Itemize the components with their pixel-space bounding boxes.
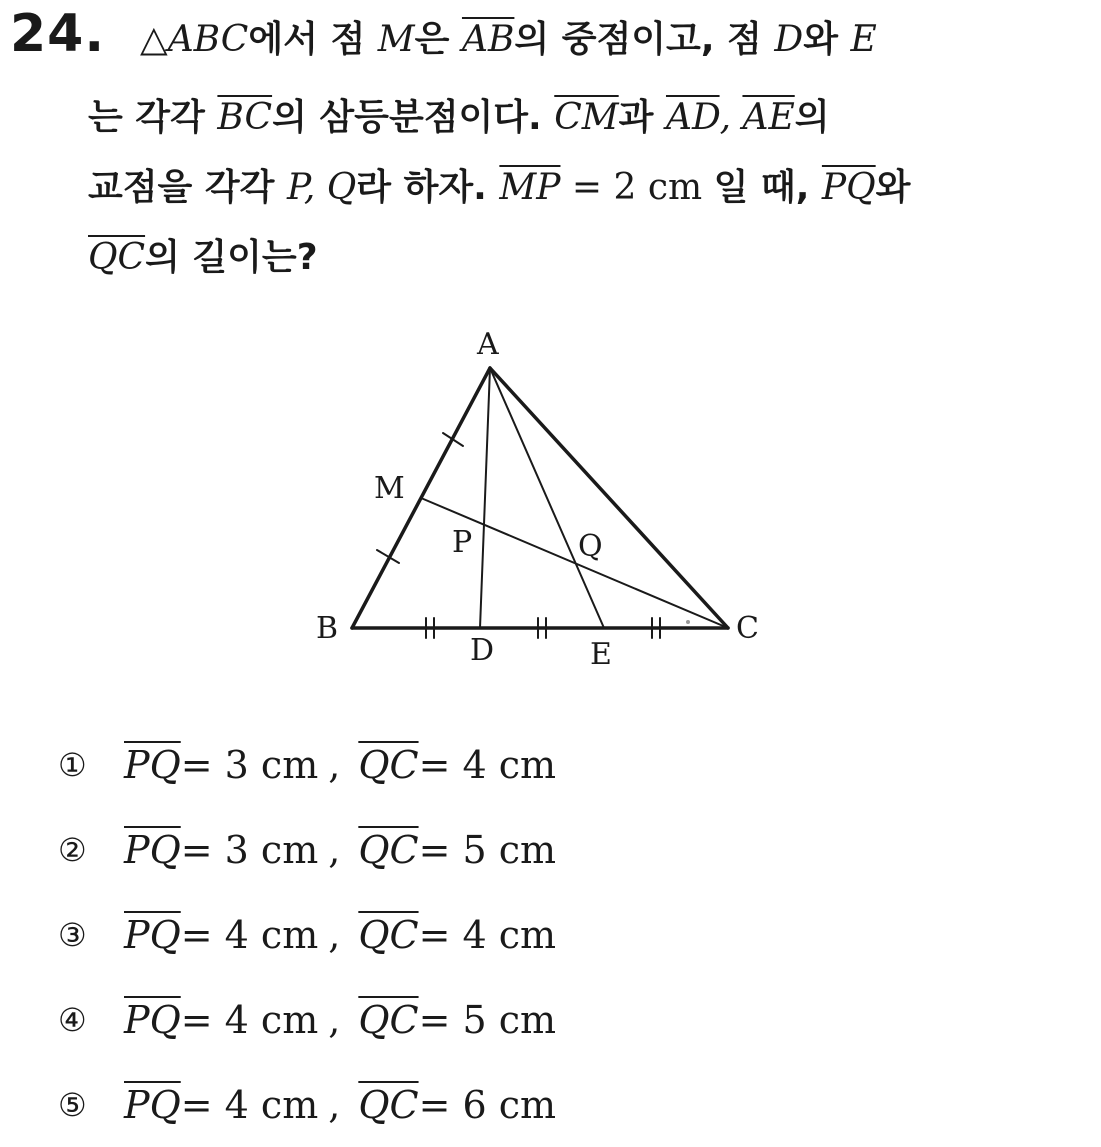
- label-c: C: [736, 611, 759, 646]
- point-p: P: [286, 167, 304, 208]
- choice-value: = 4 cm: [180, 1082, 319, 1127]
- question-line-1: [140, 18, 1101, 62]
- stem-text: 교점을 각각: [88, 167, 287, 208]
- point-m: M: [377, 19, 415, 60]
- choice-segment-qc: $\overline{QC}$: [358, 742, 419, 787]
- point-q: Q: [326, 167, 357, 208]
- stem-text: 와: [803, 19, 851, 60]
- choice-value: = 5 cm: [418, 997, 557, 1042]
- label-d: D: [470, 633, 495, 668]
- comma: ,: [303, 167, 327, 208]
- choice-5[interactable]: [58, 1062, 556, 1147]
- segment-ae-line: [490, 368, 604, 628]
- label-e: E: [590, 637, 612, 672]
- choice-value: = 4 cm: [180, 912, 319, 957]
- choice-segment-pq: $\overline{PQ}$: [124, 827, 181, 872]
- point-d: D: [774, 19, 804, 60]
- segment-qc: $\overline{QC}$: [88, 237, 146, 278]
- choice-separator: ,: [328, 1082, 341, 1127]
- segment-bc: $\overline{BC}$: [217, 97, 273, 138]
- stem-text: 의 길이는?: [145, 237, 318, 278]
- choice-segment-qc: $\overline{QC}$: [358, 997, 419, 1042]
- question-line-3: [88, 166, 1088, 210]
- segment-ad-line: [480, 368, 490, 628]
- choice-value: = 4 cm: [180, 997, 319, 1042]
- choice-segment-pq: $\overline{PQ}$: [124, 997, 181, 1042]
- choice-separator: ,: [328, 912, 341, 957]
- question-number: 24.: [10, 4, 106, 64]
- label-a: A: [477, 327, 499, 362]
- choice-3[interactable]: [58, 892, 556, 977]
- question-line-2: [88, 96, 1088, 140]
- choice-segment-pq: $\overline{PQ}$: [124, 1082, 181, 1127]
- label-b: B: [316, 611, 339, 646]
- triangle-symbol: △: [140, 19, 168, 60]
- choice-value: = 5 cm: [418, 827, 557, 872]
- choice-separator: ,: [328, 997, 341, 1042]
- label-m: M: [374, 471, 405, 506]
- choice-value: = 3 cm: [180, 827, 319, 872]
- label-p: P: [452, 525, 473, 560]
- segment-mp: $\overline{MP}$: [499, 167, 561, 208]
- choice-number: ①: [58, 745, 87, 784]
- triangle-figure: [300, 320, 780, 680]
- choice-separator: ,: [328, 827, 341, 872]
- stem-text: 의 중점이고, 점: [514, 19, 775, 60]
- choice-segment-pq: $\overline{PQ}$: [124, 912, 181, 957]
- choice-2[interactable]: [58, 807, 556, 892]
- comma: ,: [719, 97, 743, 138]
- stem-text: 에서 점: [248, 19, 378, 60]
- choice-separator: ,: [328, 742, 341, 787]
- segment-cm: $\overline{CM}$: [554, 97, 619, 138]
- choice-value: = 6 cm: [418, 1082, 557, 1127]
- choice-1[interactable]: [58, 722, 556, 807]
- segment-ad: $\overline{AD}$: [665, 97, 720, 138]
- stem-text: 라 하자.: [356, 167, 500, 208]
- segment-pq: $\overline{PQ}$: [821, 167, 876, 208]
- label-q: Q: [578, 529, 603, 564]
- choice-4[interactable]: [58, 977, 556, 1062]
- side-ac: [490, 368, 728, 628]
- stem-text: 는 각각: [88, 97, 218, 138]
- choice-number: ④: [58, 1000, 87, 1039]
- choice-value: = 4 cm: [418, 742, 557, 787]
- stem-text: 의 삼등분점이다.: [272, 97, 555, 138]
- choice-value: = 4 cm: [418, 912, 557, 957]
- segment-cm-line: [421, 498, 728, 628]
- triangle-diagram: [300, 320, 780, 680]
- segment-ab: $\overline{AB}$: [461, 19, 515, 60]
- choice-number: ②: [58, 830, 87, 869]
- question-line-4: [88, 236, 1088, 280]
- choice-value: = 3 cm: [180, 742, 319, 787]
- choice-segment-qc: $\overline{QC}$: [358, 827, 419, 872]
- point-e: E: [850, 19, 877, 60]
- answer-choices: [58, 722, 556, 1147]
- stem-text: 와: [875, 167, 911, 208]
- segment-ae: $\overline{AE}$: [742, 97, 795, 138]
- choice-number: ⑤: [58, 1085, 87, 1124]
- stem-text: 일 때,: [713, 167, 822, 208]
- mp-length: = 2 cm: [560, 167, 714, 208]
- choice-segment-pq: $\overline{PQ}$: [124, 742, 181, 787]
- angle-mark: [686, 620, 690, 624]
- choice-segment-qc: $\overline{QC}$: [358, 912, 419, 957]
- stem-text: 의: [794, 97, 830, 138]
- stem-text: 과: [618, 97, 666, 138]
- stem-text: 은: [414, 19, 462, 60]
- choice-number: ③: [58, 915, 87, 954]
- triangle-name: ABC: [167, 19, 249, 60]
- choice-segment-qc: $\overline{QC}$: [358, 1082, 419, 1127]
